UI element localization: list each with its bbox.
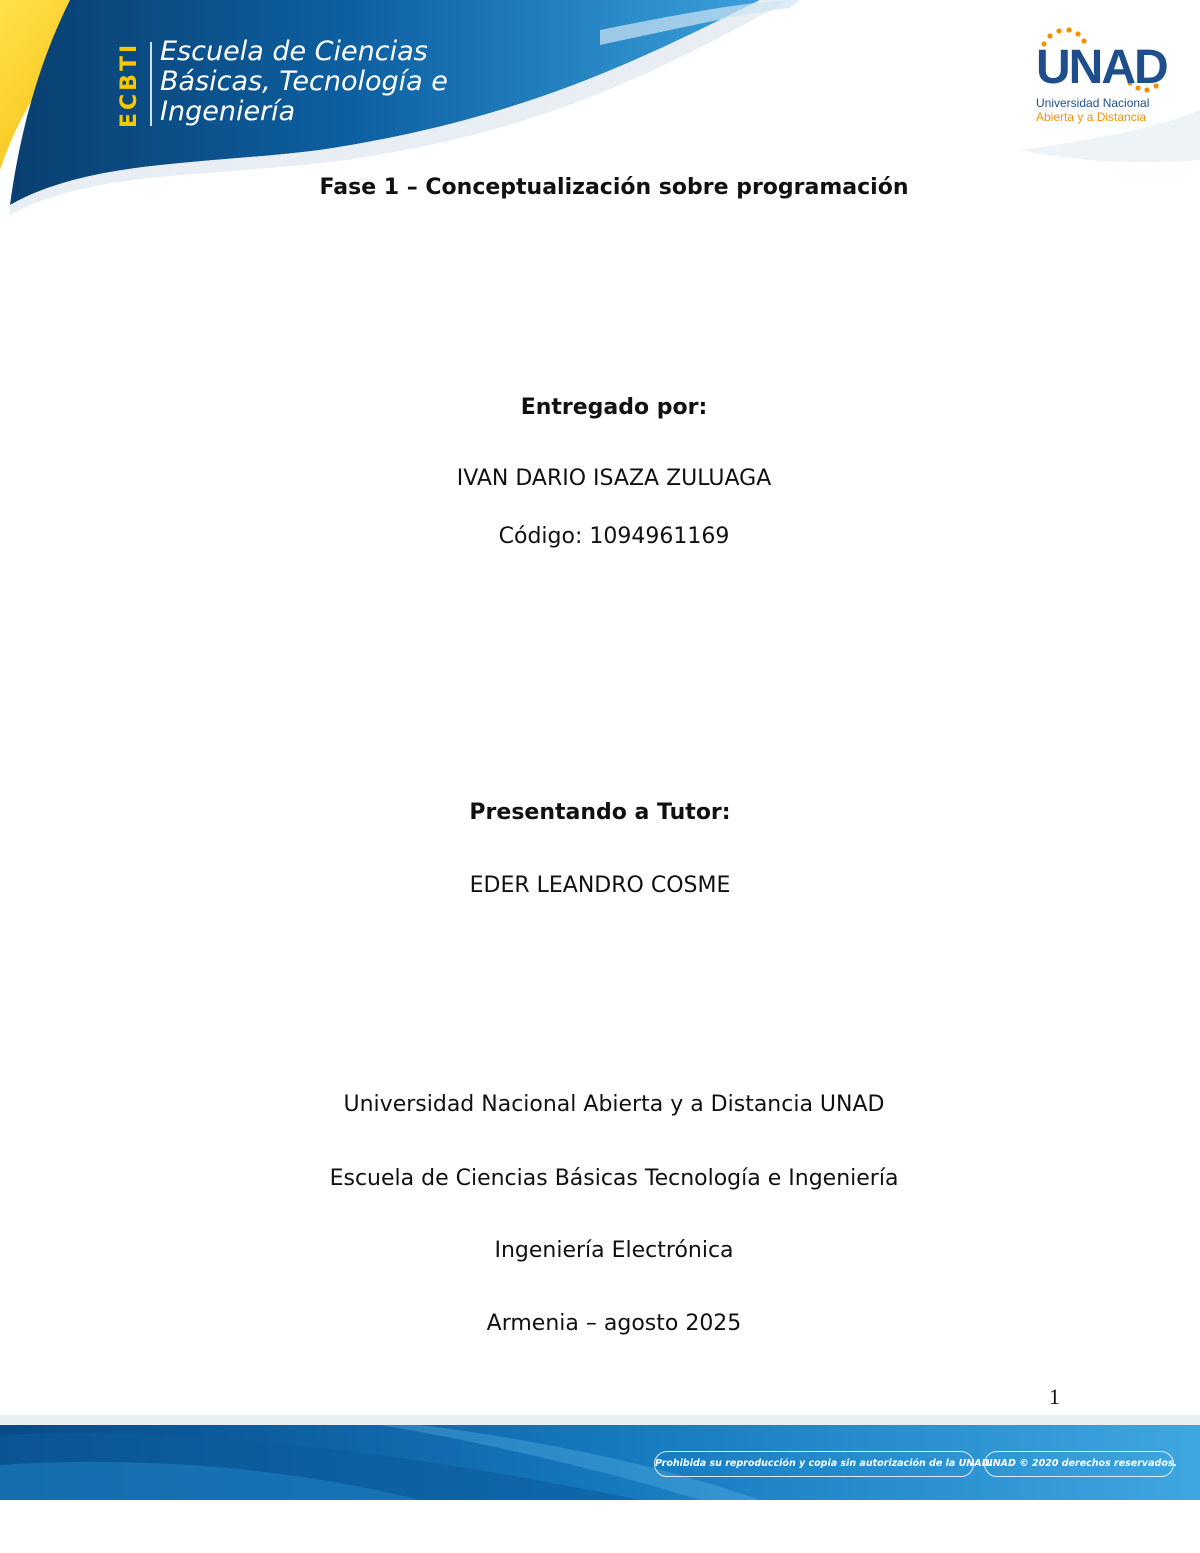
school-name-line-3: Ingeniería [160,96,296,127]
footer-reproduction-notice: Prohibida su reproducción y copia sin autorización de la UNAD. [654,1451,974,1477]
page-number: 1 [1049,1384,1060,1409]
university-name: Universidad Nacional Abierta y a Distancia UNAD [343,1092,885,1117]
school-name: Escuela de Ciencias Básicas Tecnología e Ingeniería [329,1166,899,1191]
student-code: Código: 1094961169 [498,524,730,549]
header-divider [150,42,152,126]
place-date: Armenia – agosto 2025 [486,1311,742,1336]
delivered-by-label: Entregado por: [520,395,708,420]
svg-text:ECBTI: ECBTI [117,41,142,128]
school-name-line-1: Escuela de Ciencias [160,36,428,67]
unad-logo-line-1: Universidad Nacional [1036,96,1150,110]
ecbti-vertical-acronym [108,40,148,130]
unad-logo-wordmark: UNAD [1036,41,1167,94]
program-name: Ingeniería Electrónica [494,1238,734,1263]
school-name-line-2: Básicas, Tecnología e [160,66,448,97]
tutor-name: EDER LEANDRO COSME [469,873,731,898]
unad-logo-line-2: Abierta y a Distancia [1036,110,1147,124]
footer-copyright: UNAD © 2020 derechos reservados. [984,1451,1174,1477]
tutor-label: Presentando a Tutor: [469,800,731,825]
student-name: IVAN DARIO ISAZA ZULUAGA [456,466,772,491]
document-title: Fase 1 – Conceptualización sobre programación [319,175,909,200]
unad-logo [1030,26,1170,126]
